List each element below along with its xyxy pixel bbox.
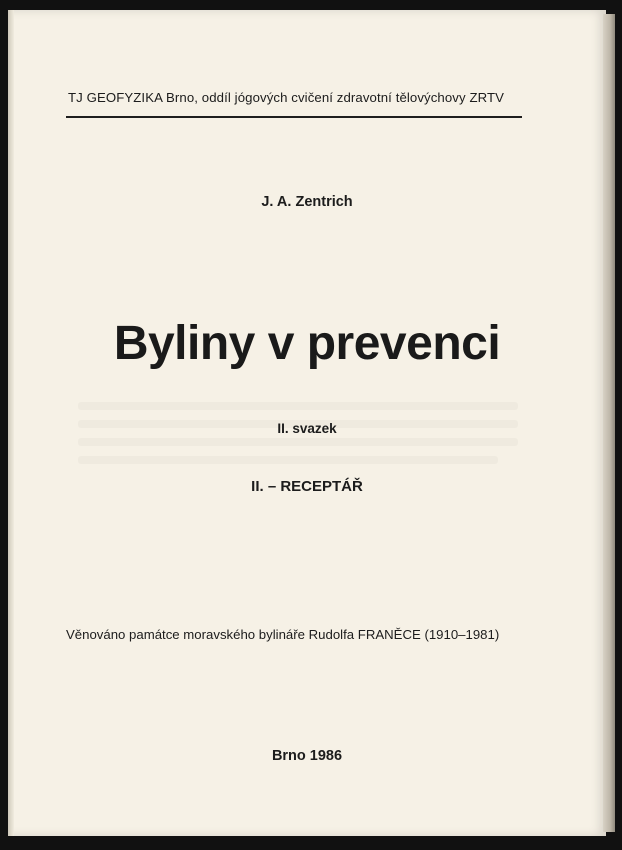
title-page: [8, 10, 606, 836]
part-label: II. – RECEPTÁŘ: [251, 478, 363, 495]
page-stack-edge: [603, 14, 615, 832]
place-and-year: Brno 1986: [271, 748, 343, 764]
header-rule: [66, 116, 522, 118]
bleed-through-line: [78, 402, 518, 410]
book-title: Byliny v prevenci: [113, 317, 501, 370]
bleed-through-line: [78, 456, 498, 464]
author-name: J. A. Zentrich: [261, 194, 353, 210]
volume-label: II. svazek: [277, 421, 337, 436]
bleed-through-line: [78, 438, 518, 446]
publisher-line: TJ GEOFYZIKA Brno, oddíl jógových cvičení zdravotní tělovýchovy ZRTV: [68, 90, 505, 105]
dedication: Věnováno památce moravského bylináře Rudolfa FRANĚCE (1910–1981): [66, 627, 500, 642]
page-left-edge: [8, 10, 14, 836]
